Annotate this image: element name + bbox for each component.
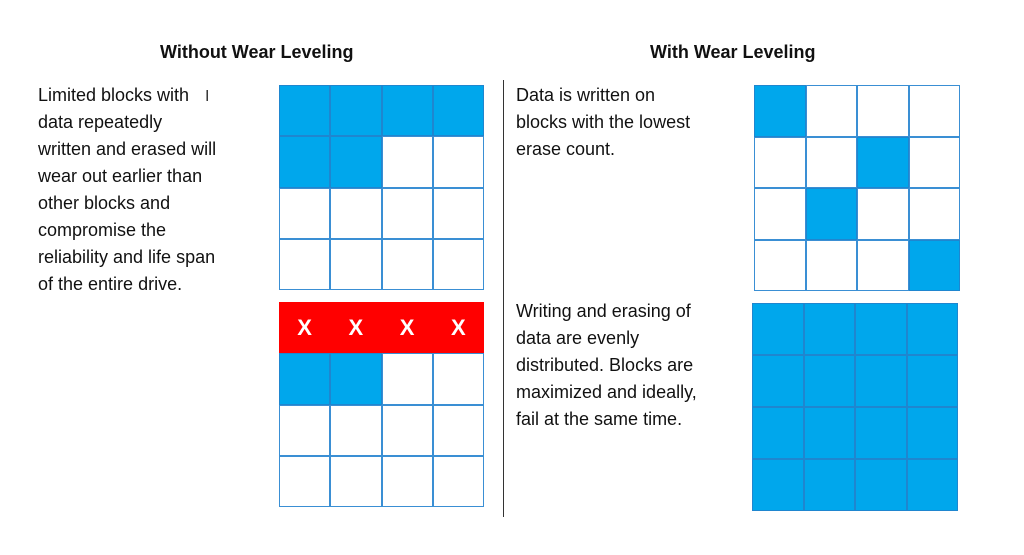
worn-block-cell <box>433 302 484 353</box>
block-grid-without-wear-leveling-initial <box>279 85 484 290</box>
empty-block-cell <box>806 240 858 292</box>
worn-block-x-mark: X <box>348 314 364 340</box>
empty-block-cell <box>330 405 381 456</box>
written-block-cell <box>855 303 907 355</box>
section-divider <box>503 80 504 517</box>
written-block-cell <box>433 85 484 136</box>
empty-block-cell <box>433 188 484 239</box>
empty-block-cell <box>279 405 330 456</box>
empty-block-cell <box>754 137 806 189</box>
empty-block-cell <box>382 188 433 239</box>
written-block-cell <box>855 459 907 511</box>
worn-block-cell <box>279 302 330 353</box>
written-block-cell <box>752 303 804 355</box>
written-block-cell <box>806 188 858 240</box>
written-block-cell <box>752 355 804 407</box>
worn-block-cell <box>330 302 381 353</box>
written-block-cell <box>279 353 330 404</box>
written-block-cell <box>804 303 856 355</box>
description-without-wear-leveling: Limited blocks with data repeatedly written and erased will wear out earlier than other blocks and compromise the reliability and life span of the entire drive. <box>38 85 217 294</box>
empty-block-cell <box>382 456 433 507</box>
written-block-cell <box>855 407 907 459</box>
written-block-cell <box>804 355 856 407</box>
empty-block-cell <box>909 85 961 137</box>
written-block-cell <box>754 85 806 137</box>
empty-block-cell <box>909 137 961 189</box>
empty-block-cell <box>279 239 330 290</box>
worn-block-cell <box>382 302 433 353</box>
block-grid-with-wear-leveling-full <box>752 303 958 511</box>
empty-block-cell <box>330 239 381 290</box>
empty-block-cell <box>330 456 381 507</box>
empty-block-cell <box>754 240 806 292</box>
empty-block-cell <box>382 136 433 187</box>
written-block-cell <box>907 407 959 459</box>
worn-block-x-mark: X <box>399 314 415 340</box>
written-block-cell <box>330 85 381 136</box>
written-block-cell <box>330 353 381 404</box>
empty-block-cell <box>754 188 806 240</box>
worn-block-x-mark: X <box>297 314 312 340</box>
description-with-wear-leveling-bottom: Writing and erasing of data are evenly distributed. Blocks are maximized and ideally, fail at the same time. <box>516 301 697 429</box>
empty-block-cell <box>806 137 858 189</box>
description-with-wear-leveling-top: Data is written on blocks with the lowest erase count. <box>516 85 691 159</box>
text-cursor-icon: I <box>205 88 210 105</box>
block-grid-with-wear-leveling-initial <box>754 85 960 291</box>
empty-block-cell <box>382 353 433 404</box>
heading-with-wear-leveling: With Wear Leveling <box>650 42 816 62</box>
written-block-cell <box>907 355 959 407</box>
written-block-cell <box>857 137 909 189</box>
empty-block-cell <box>433 239 484 290</box>
empty-block-cell <box>279 188 330 239</box>
empty-block-cell <box>806 85 858 137</box>
empty-block-cell <box>433 456 484 507</box>
empty-block-cell <box>433 136 484 187</box>
empty-block-cell <box>330 188 381 239</box>
written-block-cell <box>330 136 381 187</box>
written-block-cell <box>855 355 907 407</box>
empty-block-cell <box>433 353 484 404</box>
written-block-cell <box>804 459 856 511</box>
written-block-cell <box>907 303 959 355</box>
written-block-cell <box>804 407 856 459</box>
empty-block-cell <box>279 456 330 507</box>
empty-block-cell <box>857 188 909 240</box>
empty-block-cell <box>857 240 909 292</box>
empty-block-cell <box>433 405 484 456</box>
written-block-cell <box>279 136 330 187</box>
empty-block-cell <box>857 85 909 137</box>
written-block-cell <box>907 459 959 511</box>
written-block-cell <box>382 85 433 136</box>
worn-block-x-mark: X <box>451 314 466 340</box>
written-block-cell <box>909 240 961 292</box>
block-grid-without-wear-leveling-worn <box>279 302 484 507</box>
empty-block-cell <box>382 405 433 456</box>
empty-block-cell <box>909 188 961 240</box>
written-block-cell <box>752 459 804 511</box>
written-block-cell <box>752 407 804 459</box>
heading-without-wear-leveling: Without Wear Leveling <box>160 42 354 62</box>
written-block-cell <box>279 85 330 136</box>
empty-block-cell <box>382 239 433 290</box>
